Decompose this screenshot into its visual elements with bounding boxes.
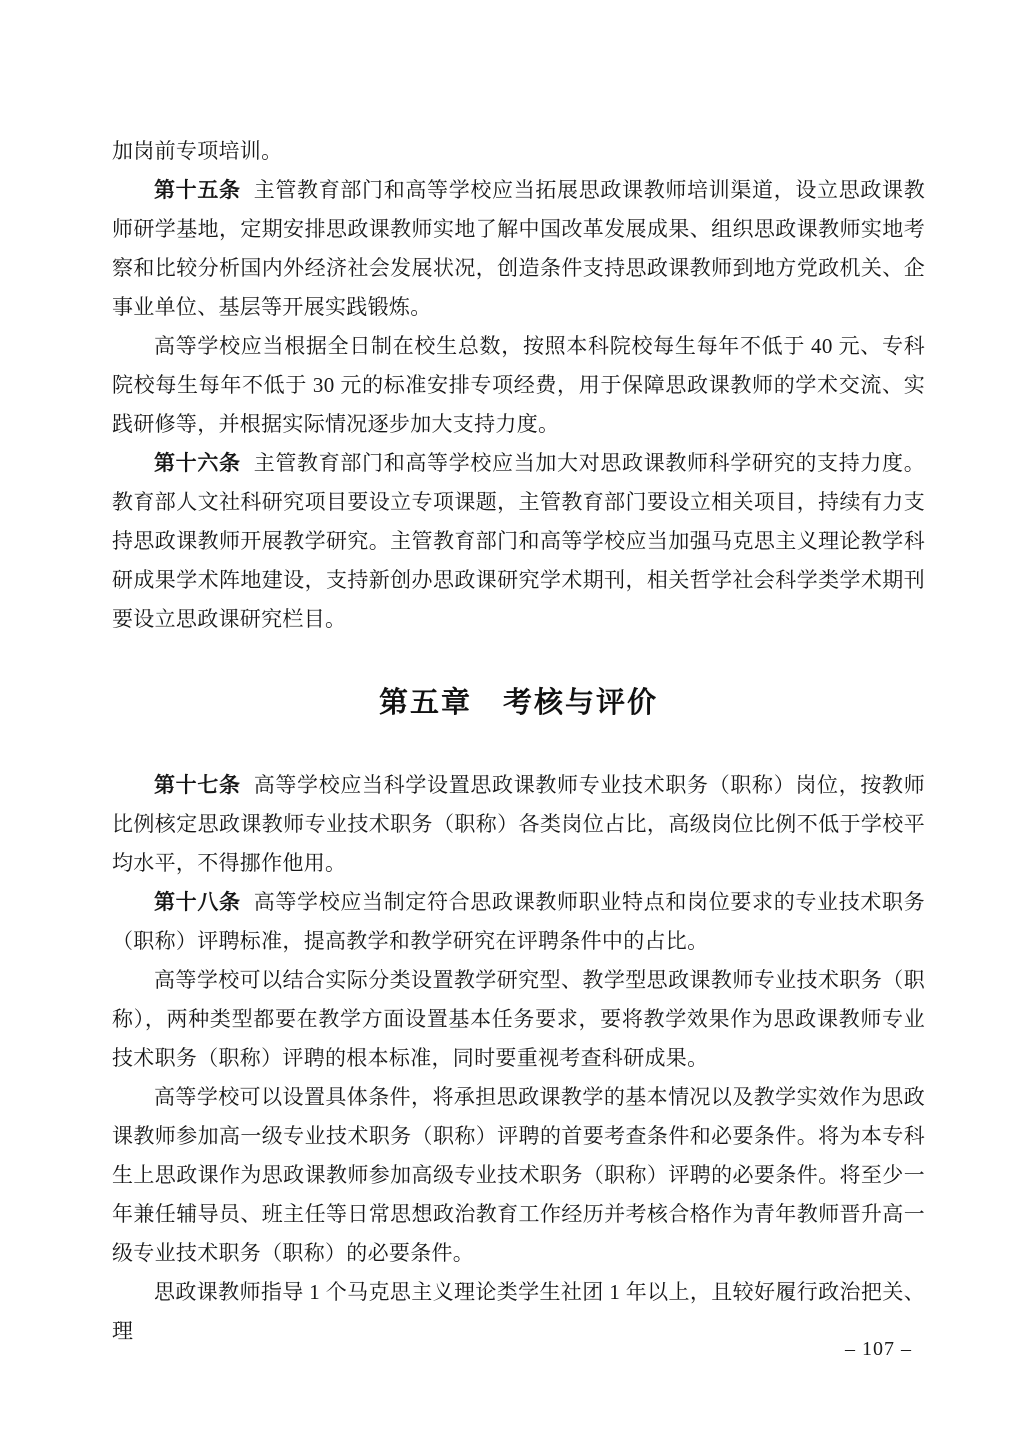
paragraph-text: 高等学校应当根据全日制在校生总数，按照本科院校每生每年不低于 40 元、专科院校每生每年不低于 30 元的标准安排专项经费，用于保障思政课教师的学术交流、实践研修等，并根据实际情况逐步加大支持力度。 (112, 334, 925, 436)
article-number-label: 第十五条 (154, 178, 241, 202)
paragraph-text: 主管教育部门和高等学校应当拓展思政课教师培训渠道，设立思政课教师研学基地，定期安排思政课教师实地了解中国改革发展成果、组织思政课教师实地考察和比较分析国内外经济社会发展状况，创造条件支持思政课教师到地方党政机关、企事业单位、基层等开展实践锻炼。 (112, 178, 925, 319)
paragraph (112, 444, 925, 639)
paragraph-text: 高等学校应当制定符合思政课教师职业特点和岗位要求的专业技术职务（职称）评聘标准，提高教学和教学研究在评聘条件中的占比。 (112, 890, 925, 953)
article-number-label: 第十七条 (154, 773, 241, 797)
paragraph (112, 961, 925, 1078)
chapter-heading: 第五章 考核与评价 (378, 687, 658, 719)
paragraph (112, 171, 925, 327)
paragraph-text: 主管教育部门和高等学校应当加大对思政课教师科学研究的支持力度。教育部人文社科研究项目要设立专项课题，主管教育部门要设立相关项目，持续有力支持思政课教师开展教学研究。主管教育部门和高等学校应当加强马克思主义理论教学科研成果学术阵地建设，支持新创办思政课研究学术期刊，相关哲学社会科学类学术期刊要设立思政课研究栏目。 (112, 451, 925, 631)
article-number-label: 第十六条 (154, 451, 241, 475)
section-before-chapter-heading (112, 132, 925, 639)
paragraph (112, 1273, 925, 1351)
section-after-chapter-heading (112, 766, 925, 1351)
paragraph (112, 1078, 925, 1273)
paragraph (112, 327, 925, 444)
paragraph-text: 思政课教师指导 1 个马克思主义理论类学生社团 1 年以上，且较好履行政治把关、理 (112, 1280, 925, 1343)
page-number: – 107 – (845, 1338, 912, 1360)
paragraph (112, 883, 925, 961)
paragraph (112, 766, 925, 883)
paragraph (112, 132, 925, 171)
paragraph-text: 高等学校可以结合实际分类设置教学研究型、教学型思政课教师专业技术职务（职称），两种类型都要在教学方面设置基本任务要求，要将教学效果作为思政课教师专业技术职务（职称）评聘的根本标准，同时要重视考查科研成果。 (112, 968, 925, 1070)
paragraph-text: 高等学校可以设置具体条件，将承担思政课教学的基本情况以及教学实效作为思政课教师参加高一级专业技术职务（职称）评聘的首要考查条件和必要条件。将为本专科生上思政课作为思政课教师参加高级专业技术职务（职称）评聘的必要条件。将至少一年兼任辅导员、班主任等日常思想政治教育工作经历并考核合格作为青年教师晋升高一级专业技术职务（职称）的必要条件。 (112, 1085, 925, 1265)
document-text-block (112, 132, 925, 1351)
article-number-label: 第十八条 (154, 890, 241, 914)
paragraph-text: 高等学校应当科学设置思政课教师专业技术职务（职称）岗位，按教师比例核定思政课教师专业技术职务（职称）各类岗位占比，高级岗位比例不低于学校平均水平，不得挪作他用。 (112, 773, 925, 875)
paragraph-text: 加岗前专项培训。 (112, 139, 283, 163)
